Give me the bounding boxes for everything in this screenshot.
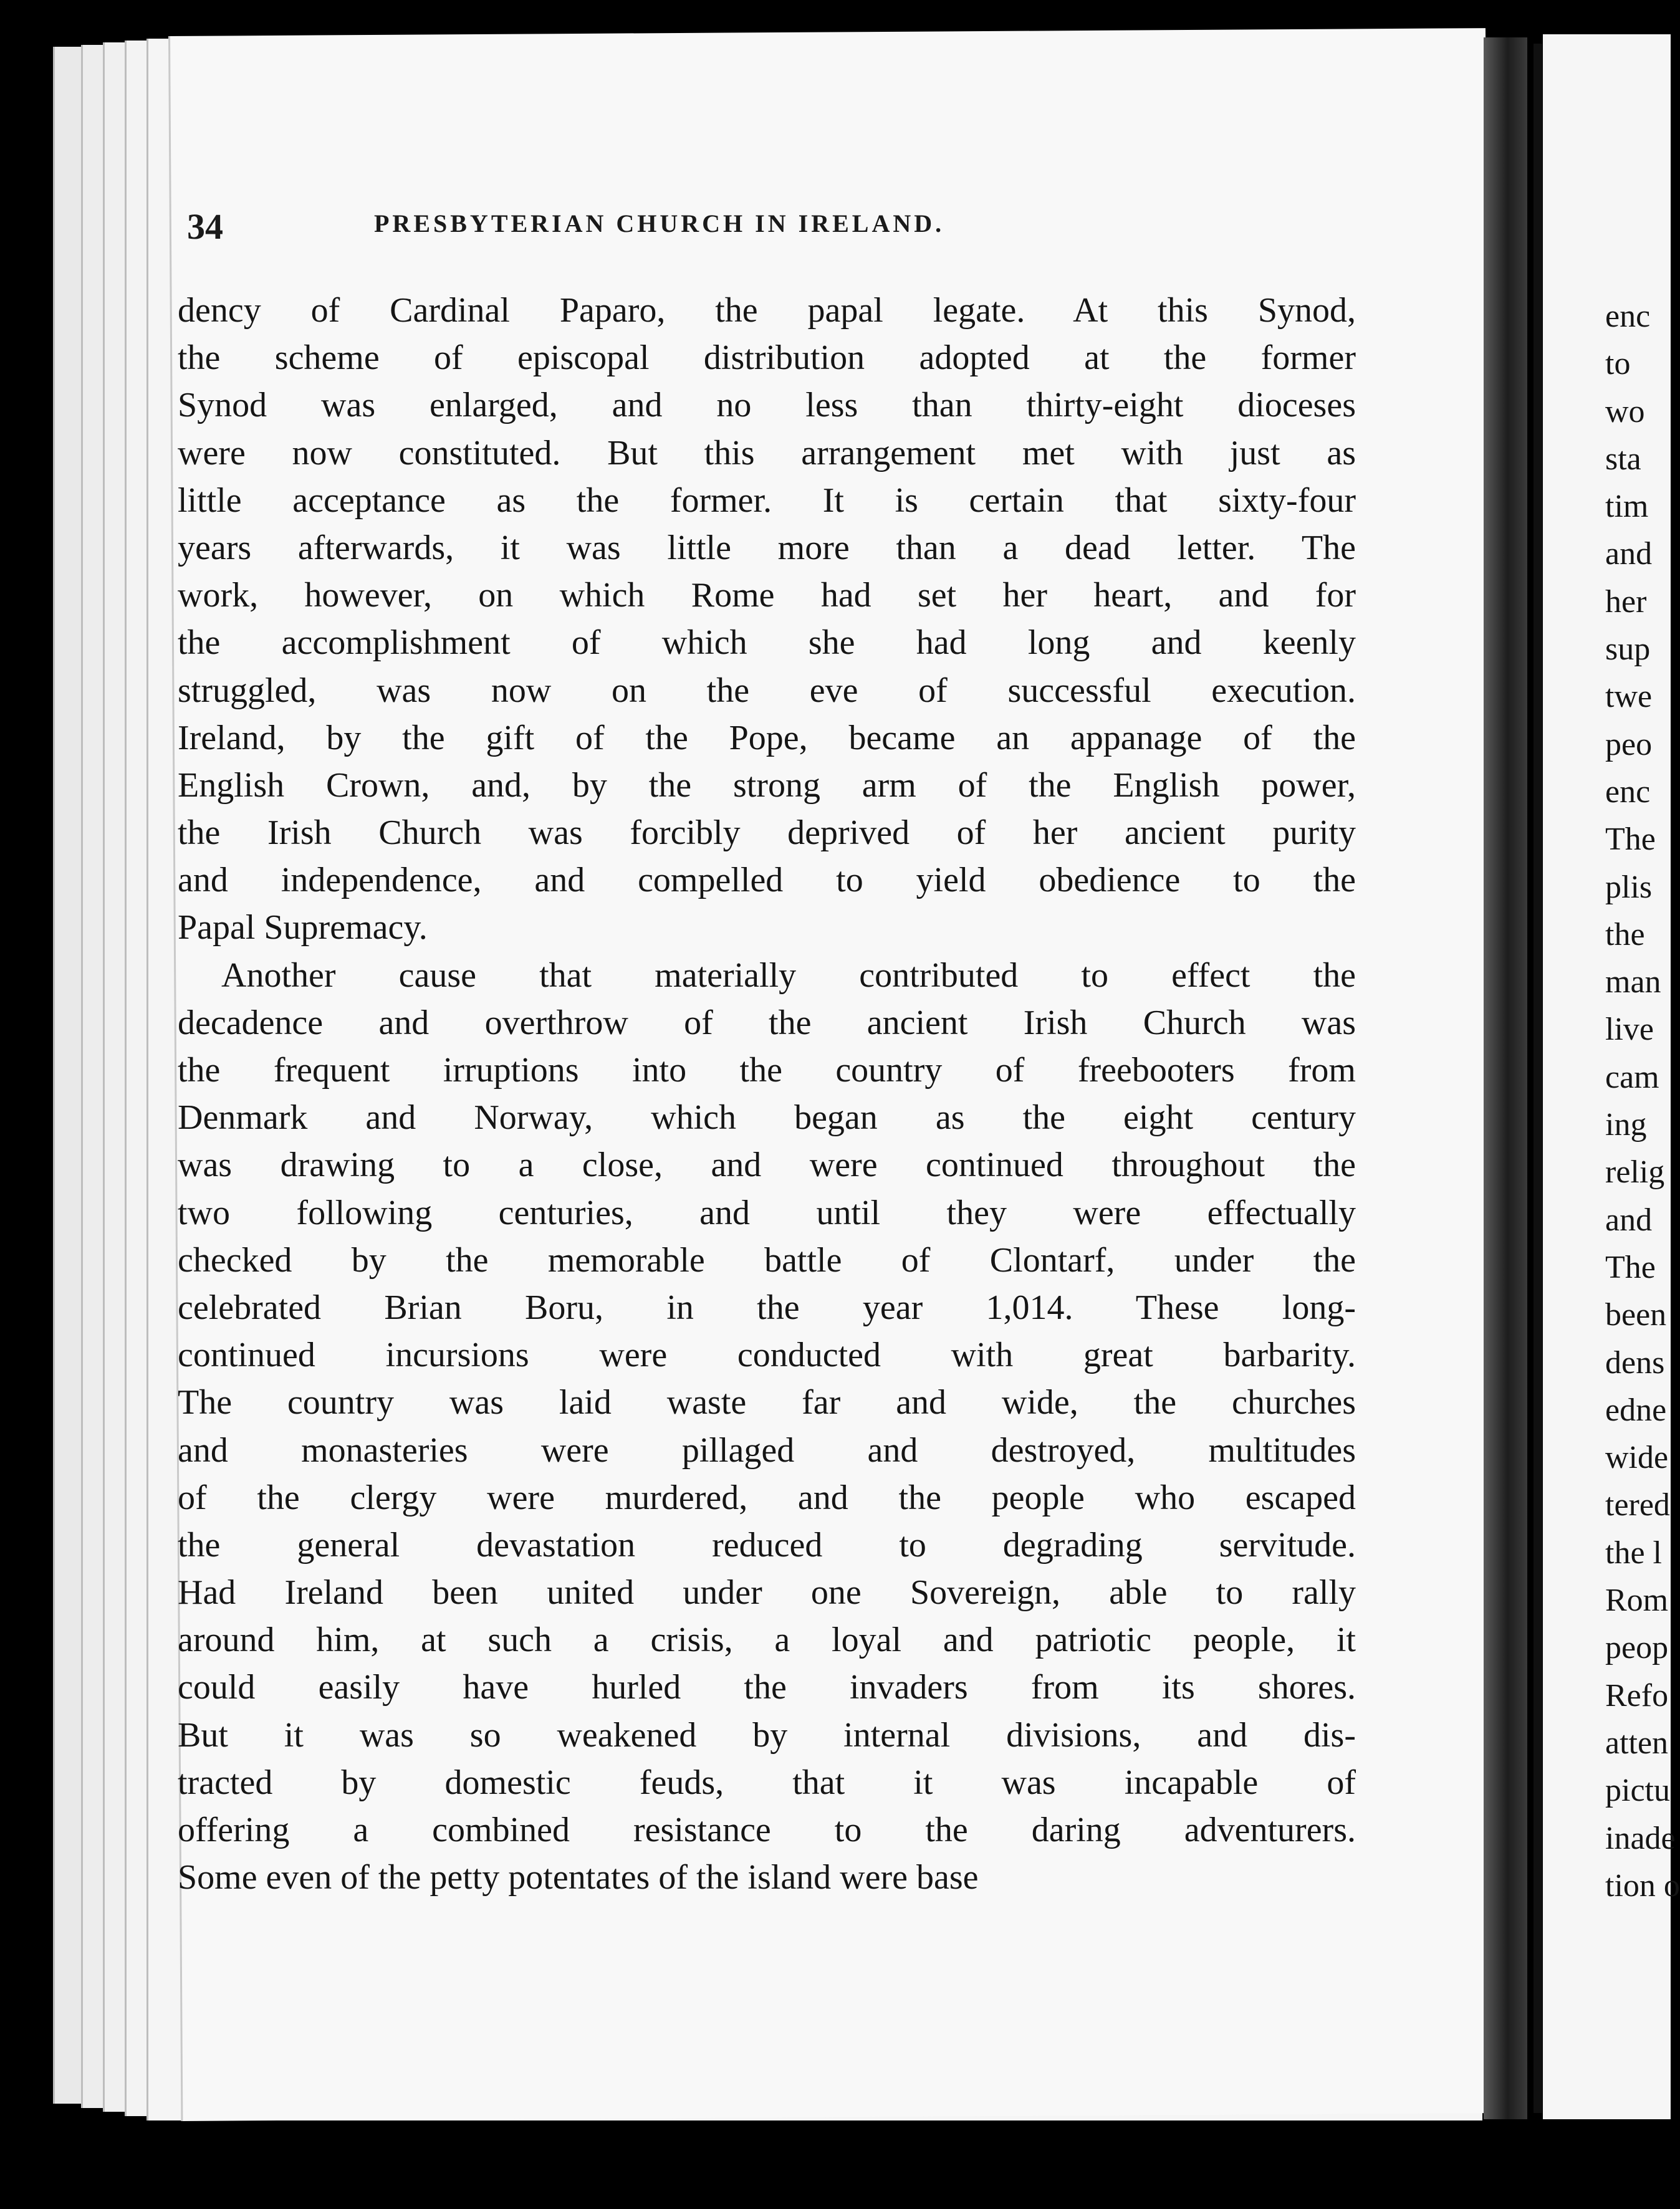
text-line: struggled, was now on the eve of successful execution. bbox=[178, 671, 1356, 710]
text-line: could easily have hurled the invaders from its shores. bbox=[178, 1668, 1356, 1707]
text-line: around him, at such a crisis, a loyal and patriotic people, it bbox=[178, 1621, 1356, 1660]
text-line: the accomplishment of which she had long and keenly bbox=[178, 623, 1356, 663]
facing-text-fragment: The bbox=[1605, 1249, 1656, 1285]
text-line: Denmark and Norway, which began as the eight century bbox=[178, 1098, 1356, 1138]
text-line: decadence and overthrow of the ancient Irish Church was bbox=[178, 1003, 1356, 1042]
facing-text-fragment: and bbox=[1605, 536, 1653, 572]
facing-text-fragment: and bbox=[1605, 1202, 1653, 1238]
facing-text-fragment: the bbox=[1605, 916, 1645, 952]
text-line: The country was laid waste far and wide, the churches bbox=[178, 1383, 1356, 1422]
facing-text-fragment: sup bbox=[1605, 631, 1651, 668]
facing-text-fragment: wide bbox=[1605, 1440, 1669, 1476]
text-line: the scheme of episcopal distribution adopted at the former bbox=[178, 338, 1356, 378]
facing-text-fragment: live bbox=[1605, 1012, 1654, 1048]
text-line: Had Ireland been united under one Sovereign, able to rally bbox=[178, 1573, 1356, 1612]
text-line: Some even of the petty potentates of the island were base bbox=[178, 1858, 979, 1897]
facing-text-fragment: ing bbox=[1605, 1107, 1647, 1143]
facing-text-fragment: been bbox=[1605, 1297, 1667, 1333]
book-spine bbox=[1534, 44, 1542, 2113]
text-line: Papal Supremacy. bbox=[178, 908, 428, 947]
text-line: years afterwards, it was little more than a dead letter. The bbox=[178, 528, 1356, 567]
facing-text-fragment: enc bbox=[1605, 299, 1651, 334]
facing-text-fragment: peo bbox=[1605, 726, 1653, 762]
facing-text-fragment: Rom bbox=[1605, 1583, 1669, 1619]
text-line: dency of Cardinal Paparo, the papal legate. At this Synod, bbox=[178, 291, 1356, 330]
facing-page-text-fragments bbox=[1605, 293, 1680, 1910]
facing-text-fragment: relig bbox=[1605, 1154, 1665, 1191]
text-line: the general devastation reduced to degrading servitude. bbox=[178, 1525, 1356, 1565]
book-gutter-shadow bbox=[1484, 37, 1527, 2119]
text-line: tracted by domestic feuds, that it was incapable of bbox=[178, 1763, 1356, 1802]
facing-text-fragment: Refo bbox=[1605, 1677, 1669, 1713]
text-line: continued incursions were conducted with great barbarity. bbox=[178, 1336, 1356, 1375]
facing-text-fragment: her bbox=[1605, 583, 1647, 620]
text-line: the frequent irruptions into the country of freebooters from bbox=[178, 1051, 1356, 1090]
text-line: of the clergy were murdered, and the people who escaped bbox=[178, 1478, 1356, 1517]
text-line: celebrated Brian Boru, in the year 1,014. These long- bbox=[178, 1288, 1356, 1327]
text-line: But it was so weakened by internal divisions, and dis- bbox=[178, 1715, 1356, 1755]
facing-text-fragment: pictu bbox=[1605, 1773, 1670, 1809]
text-line: offering a combined resistance to the daring adventurers. bbox=[178, 1811, 1356, 1849]
facing-text-fragment: cam bbox=[1605, 1059, 1659, 1095]
facing-text-fragment: tim bbox=[1605, 489, 1649, 525]
running-title: PRESBYTERIAN CHURCH IN IRELAND. bbox=[374, 209, 945, 237]
text-line: and independence, and compelled to yield obedience to the bbox=[178, 861, 1356, 900]
page-number: 34 bbox=[187, 206, 223, 247]
text-line: little acceptance as the former. It is certain that sixty-four bbox=[178, 481, 1356, 520]
facing-text-fragment: The bbox=[1605, 822, 1656, 858]
facing-text-fragment: tered bbox=[1605, 1487, 1670, 1523]
facing-text-fragment: atten bbox=[1605, 1725, 1669, 1761]
facing-text-fragment: wo bbox=[1605, 393, 1645, 429]
facing-text-fragment: plis bbox=[1605, 869, 1653, 905]
text-line: checked by the memorable battle of Clontarf, under the bbox=[178, 1240, 1356, 1280]
text-line: Synod was enlarged, and no less than thirty-eight dioceses bbox=[178, 386, 1356, 425]
facing-text-fragment: enc bbox=[1605, 774, 1651, 810]
text-line: Ireland, by the gift of the Pope, became an appanage of the bbox=[178, 718, 1356, 757]
facing-text-fragment: dens bbox=[1605, 1344, 1665, 1381]
text-line: the Irish Church was forcibly deprived of her ancient purity bbox=[178, 813, 1356, 853]
facing-text-fragment: tion o bbox=[1605, 1867, 1680, 1904]
text-line: work, however, on which Rome had set her heart, and for bbox=[178, 576, 1356, 615]
facing-text-fragment: man bbox=[1605, 964, 1661, 1000]
text-line: English Crown, and, by the strong arm of the English power, bbox=[178, 765, 1356, 805]
text-line: and monasteries were pillaged and destroyed, multitudes bbox=[178, 1430, 1356, 1470]
text-line: two following centuries, and until they were effectually bbox=[178, 1193, 1356, 1232]
facing-text-fragment: to bbox=[1605, 346, 1631, 382]
main-body-text bbox=[178, 287, 1356, 1901]
running-head bbox=[187, 187, 1371, 262]
text-line: Another cause that materially contributed to effect the bbox=[221, 956, 1356, 995]
text-line: were now constituted. But this arrangement met with just as bbox=[178, 433, 1356, 472]
facing-text-fragment: sta bbox=[1605, 441, 1641, 477]
facing-text-fragment: the l bbox=[1605, 1535, 1662, 1571]
facing-text-fragment: peop bbox=[1605, 1630, 1669, 1666]
facing-text-fragment: twe bbox=[1605, 679, 1653, 715]
facing-text-fragment: edne bbox=[1605, 1392, 1667, 1428]
text-line: was drawing to a close, and were continued throughout the bbox=[178, 1146, 1356, 1185]
facing-text-fragment: inade bbox=[1605, 1820, 1676, 1856]
